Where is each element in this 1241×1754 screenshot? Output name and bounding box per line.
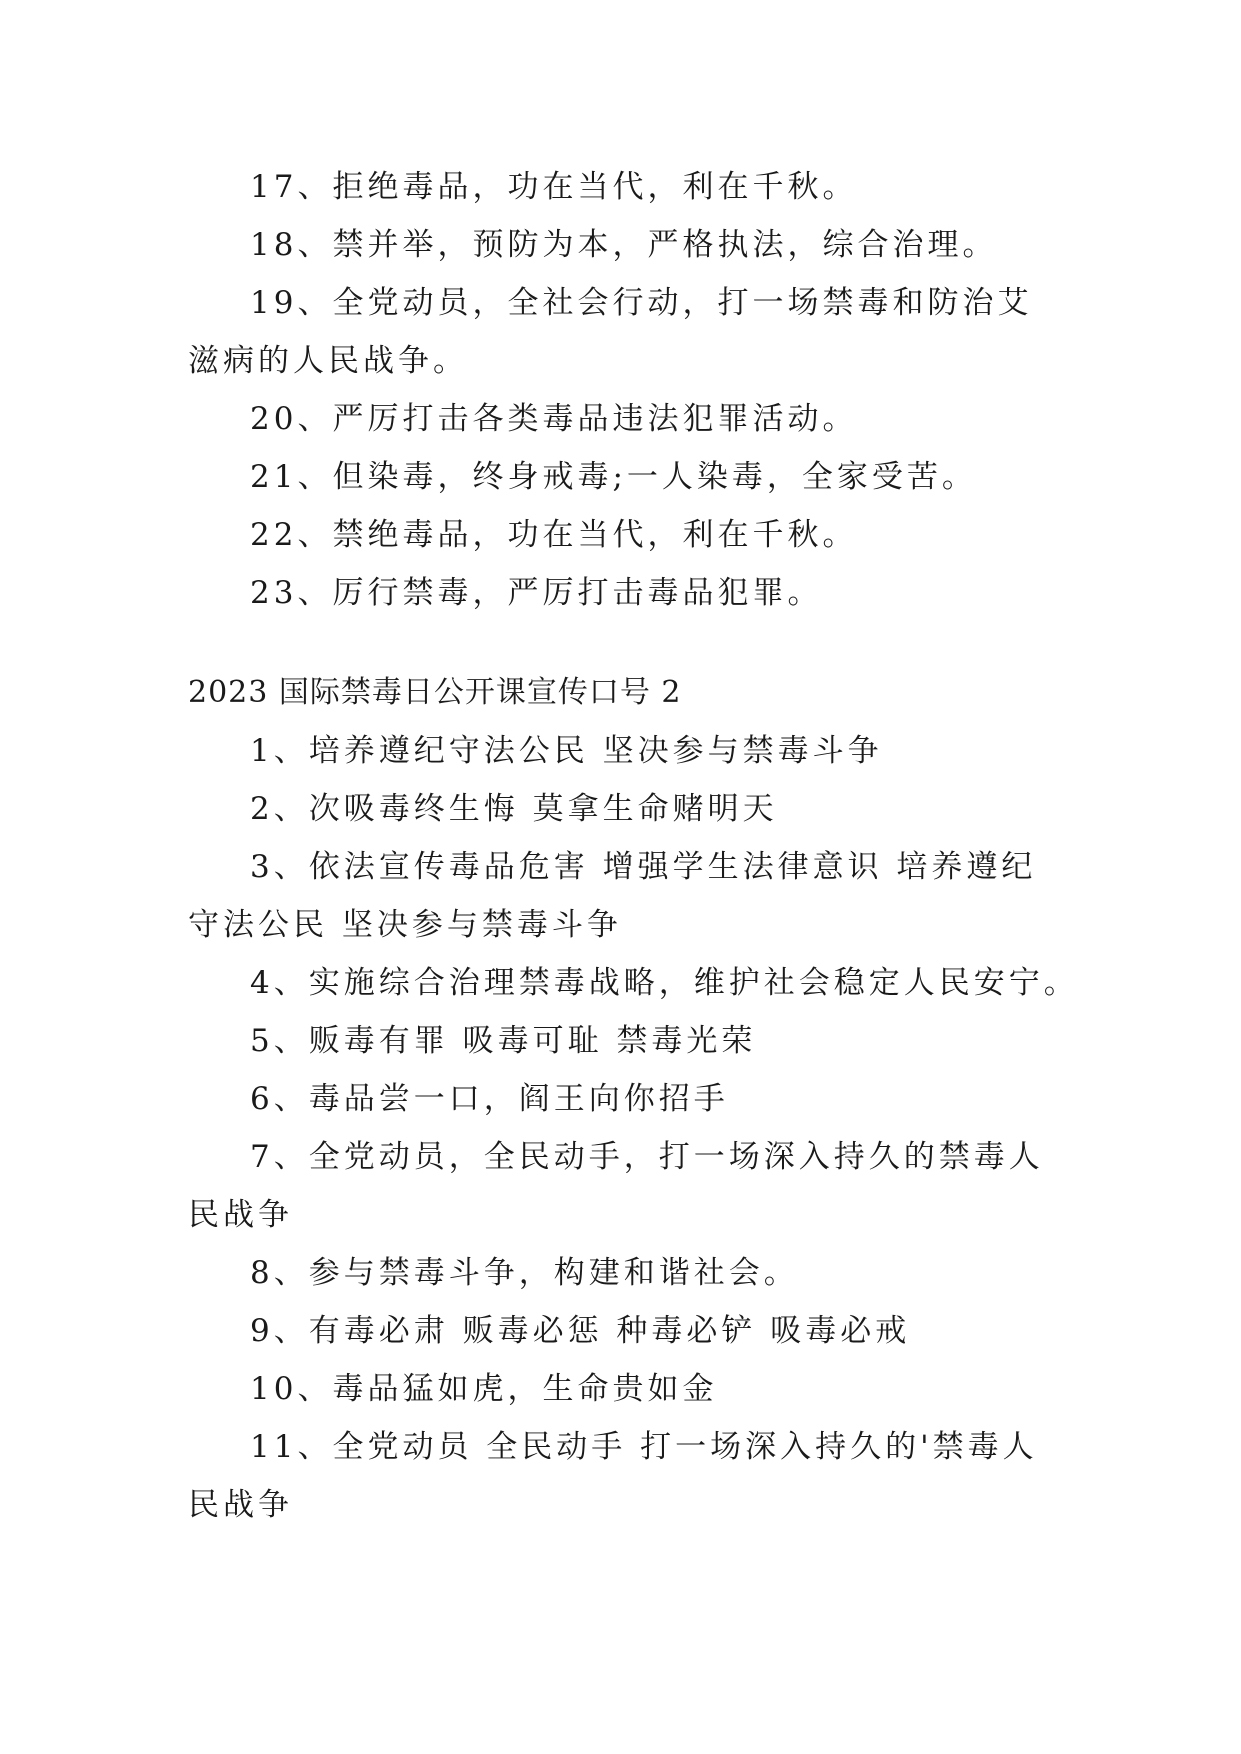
slogan-5: 5、贩毒有罪 吸毒可耻 禁毒光荣 [250, 1023, 757, 1059]
slogan-6: 6、毒品尝一口，阎王向你招手 [250, 1081, 729, 1117]
section-heading: 2023 国际禁毒日公开课宣传口号 2 [188, 675, 682, 710]
slogan-22: 22、禁绝毒品，功在当代，利在千秋。 [250, 517, 858, 553]
slogan-21: 21、但染毒，终身戒毒;一人染毒，全家受苦。 [250, 459, 977, 495]
slogan-11: 11、全党动员 全民动手 打一场深入持久的'禁毒人民战争 [188, 1429, 1038, 1523]
slogan-23: 23、厉行禁毒，严厉打击毒品犯罪。 [250, 575, 823, 611]
slogan-10: 10、毒品猛如虎，生命贵如金 [250, 1371, 718, 1407]
slogan-18: 18、禁并举，预防为本，严格执法，综合治理。 [250, 227, 998, 263]
slogan-17: 17、拒绝毒品，功在当代，利在千秋。 [250, 169, 858, 205]
slogan-7: 7、全党动员，全民动手，打一场深入持久的禁毒人民战争 [188, 1139, 1044, 1233]
slogan-1: 1、培养遵纪守法公民 坚决参与禁毒斗争 [250, 733, 883, 769]
slogan-9: 9、有毒必肃 贩毒必惩 种毒必铲 吸毒必戒 [250, 1313, 911, 1349]
document-page [188, 158, 1079, 1534]
slogan-2: 2、次吸毒终生悔 莫拿生命赌明天 [250, 791, 778, 827]
slogan-4: 4、实施综合治理禁毒战略，维护社会稳定人民安宁。 [250, 965, 1079, 1001]
slogan-19: 19、全党动员，全社会行动，打一场禁毒和防治艾滋病的人民战争。 [188, 285, 1033, 379]
slogan-20: 20、严厉打击各类毒品违法犯罪活动。 [250, 401, 858, 437]
slogan-3: 3、依法宣传毒品危害 增强学生法律意识 培养遵纪守法公民 坚决参与禁毒斗争 [188, 849, 1037, 943]
slogan-8: 8、参与禁毒斗争，构建和谐社会。 [250, 1255, 799, 1291]
